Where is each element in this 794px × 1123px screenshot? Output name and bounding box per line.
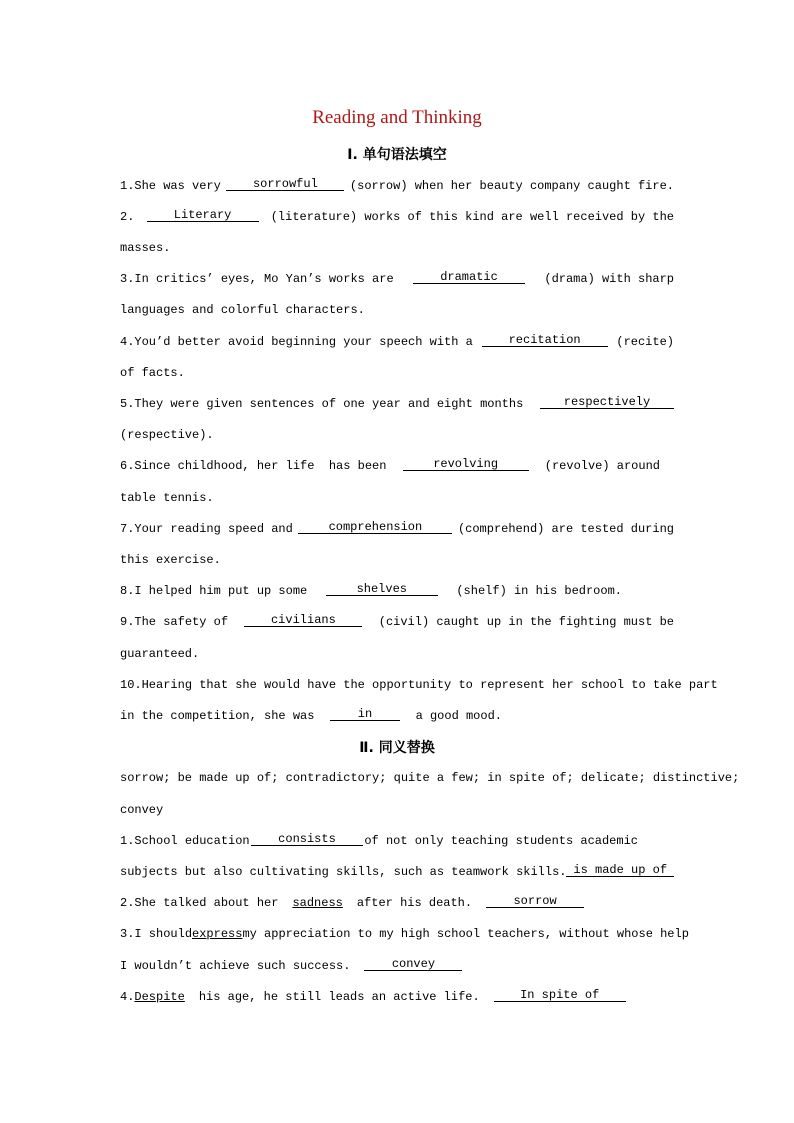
question-8-text: 8.I helped him put up some <box>120 584 308 598</box>
question-2-continued: masses. <box>120 241 171 255</box>
synonym-question-3-target-word: express <box>192 927 243 941</box>
question-2-num: 2. <box>120 210 135 224</box>
question-5-answer: respectively <box>540 394 674 409</box>
question-7 <box>120 519 674 539</box>
question-6-answer: revolving <box>403 456 529 471</box>
synonym-question-4: 4. Despite his age, he still leads an active life. In spite of <box>120 987 674 1007</box>
synonym-question-2: 2.She talked about her sadness after his death. sorrow <box>120 893 674 913</box>
question-4-answer: recitation <box>482 332 608 347</box>
question-9-text: 9.The safety of <box>120 615 229 629</box>
synonym-question-1-text: 1.School education <box>120 834 250 848</box>
question-7-hint: (comprehend) are tested during <box>457 522 674 536</box>
question-3-continued: languages and colorful characters. <box>120 303 365 317</box>
question-10-text: 10.Hearing that she would have the opportunity to represent her school to take part <box>120 678 718 692</box>
question-5-continued: (respective). <box>120 428 214 442</box>
question-6-hint: (revolve) around <box>544 459 660 473</box>
question-8-answer: shelves <box>326 581 438 596</box>
synonym-question-4-answer: In spite of <box>494 987 626 1002</box>
question-3 <box>120 269 674 289</box>
page-title: Reading and Thinking <box>312 107 482 128</box>
question-4-continued: of facts. <box>120 366 185 380</box>
question-2-answer: Literary <box>147 207 259 222</box>
question-8 <box>120 581 622 601</box>
section-2-heading: Ⅱ. 同义替换 <box>359 740 435 756</box>
question-4-hint: (recite) <box>616 335 674 349</box>
synonym-question-2-target-word: sadness <box>292 896 343 910</box>
question-9 <box>120 612 674 632</box>
synonym-question-1 <box>120 831 638 851</box>
question-4 <box>120 332 674 352</box>
question-7-continued: this exercise. <box>120 553 221 567</box>
synonym-question-4-target-word: Despite <box>134 990 185 1004</box>
question-1 <box>120 176 674 196</box>
synonym-question-1-continued: subjects but also cultivating skills, such as teamwork skills. is made up of <box>120 862 674 882</box>
question-9-continued: guaranteed. <box>120 647 200 661</box>
question-10 <box>120 675 718 695</box>
question-7-answer: comprehension <box>298 519 452 534</box>
question-1-text: 1.She was very <box>120 179 221 193</box>
question-10-continued: in the competition, she was in a good mood. <box>120 707 502 723</box>
question-2-hint: (literature) works of this kind are well received by the <box>270 210 674 224</box>
synonym-question-1-rest: of not only teaching students academic <box>364 834 638 848</box>
question-1-answer: sorrowful <box>226 176 344 191</box>
word-bank: sorrow; be made up of; contradictory; quite a few; in spite of; delicate; distinctive; <box>120 771 740 785</box>
synonym-question-1-answer: is made up of <box>566 862 674 877</box>
question-3-text: 3.In critics’ eyes, Mo Yan’s works are <box>120 272 394 286</box>
question-10-answer: in <box>330 706 400 721</box>
question-9-answer: civilians <box>244 612 362 627</box>
question-1-hint: (sorrow) when her beauty company caught fire. <box>349 179 674 193</box>
synonym-question-3: 3.I should express my appreciation to my high school teachers, without whose help <box>120 924 674 944</box>
synonym-question-3-continued: I wouldn’t achieve such success. convey <box>120 956 674 976</box>
question-9-hint: (civil) caught up in the fighting must be <box>378 615 674 629</box>
question-6-continued: table tennis. <box>120 491 214 505</box>
section-1-heading: Ⅰ. 单句语法填空 <box>347 147 447 163</box>
question-6-text: 6.Since childhood, her life has been <box>120 459 387 473</box>
synonym-question-3-answer: convey <box>364 956 462 971</box>
question-4-text: 4.You’d better avoid beginning your speech with a <box>120 335 473 349</box>
question-3-hint: (drama) with sharp <box>544 272 674 286</box>
question-5-text: 5.They were given sentences of one year and eight months <box>120 397 524 411</box>
question-5 <box>120 394 674 414</box>
question-8-hint: (shelf) in his bedroom. <box>456 584 622 598</box>
question-3-answer: dramatic <box>413 269 525 284</box>
question-2 <box>120 207 674 227</box>
question-6 <box>120 456 660 476</box>
synonym-question-1-blank: consists <box>251 831 363 846</box>
synonym-question-2-answer: sorrow <box>486 893 584 908</box>
word-bank-continued: convey <box>120 803 164 817</box>
question-7-text: 7.Your reading speed and <box>120 522 293 536</box>
